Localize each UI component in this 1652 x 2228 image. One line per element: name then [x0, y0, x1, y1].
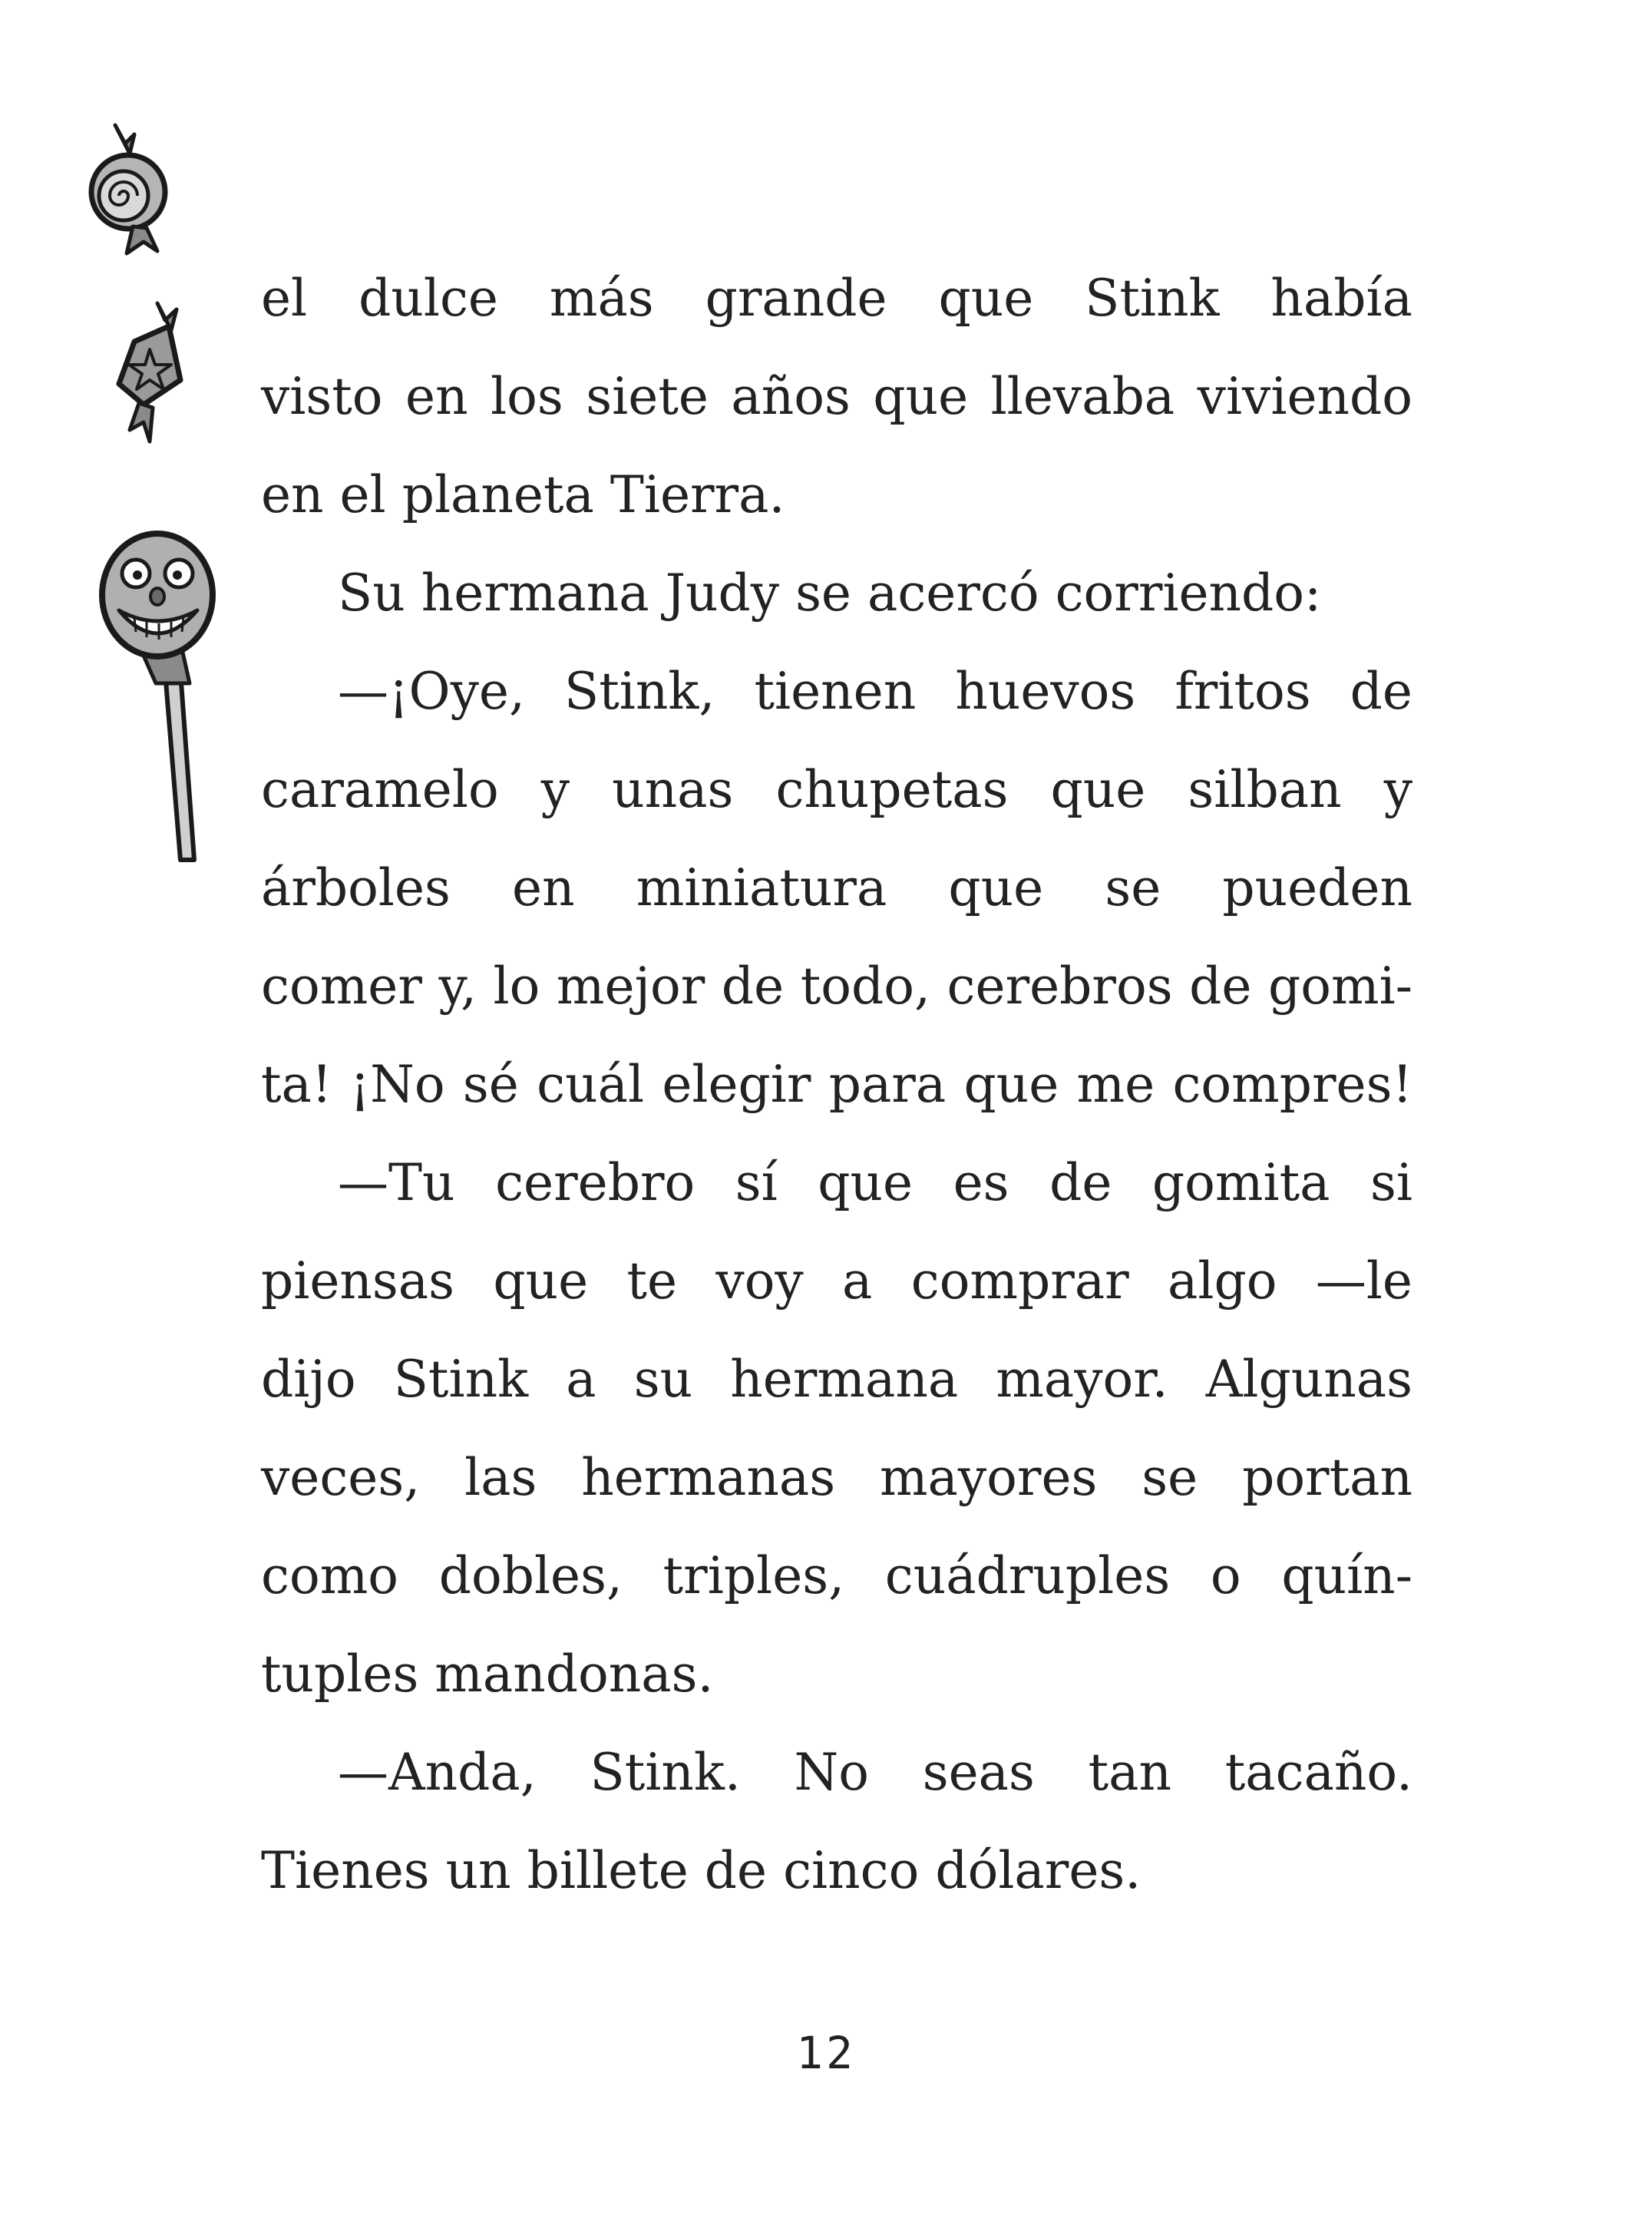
text-line: —Tu cerebro sí que es de gomita si: [338, 1153, 1412, 1212]
text-line: en el planeta Tierra.: [261, 465, 785, 524]
text-line: veces, las hermanas mayores se portan: [261, 1448, 1412, 1507]
text-line: —Anda, Stink. No seas tan tacaño.: [338, 1743, 1412, 1802]
story-text: [261, 250, 1412, 1920]
text-line: visto en los siete años que llevaba viviendo: [261, 367, 1412, 426]
text-line: —¡Oye, Stink, tienen huevos fritos de: [338, 662, 1412, 721]
swirl-candy-icon: [91, 125, 165, 253]
candy-illustration-column: [73, 119, 226, 879]
text-line: Su hermana Judy se acercó corriendo:: [338, 564, 1322, 623]
smiley-lollipop-icon: [102, 534, 213, 860]
star-candy-icon: [119, 303, 180, 441]
text-line: tuples mandonas.: [261, 1645, 714, 1704]
candy-illustration: [73, 119, 226, 879]
text-line: caramelo y unas chupetas que silban y: [261, 760, 1412, 819]
text-line: como dobles, triples, cuádruples o quín-: [261, 1546, 1412, 1605]
page-number: 12: [796, 2027, 856, 2079]
text-line: ta! ¡No sé cuál elegir para que me compres!: [261, 1055, 1412, 1114]
text-line: comer y, lo mejor de todo, cerebros de gomi-: [261, 957, 1412, 1016]
text-line: piensas que te voy a comprar algo —le: [261, 1251, 1412, 1311]
text-line: el dulce más grande que Stink había: [261, 269, 1412, 328]
text-line: dijo Stink a su hermana mayor. Algunas: [261, 1350, 1412, 1409]
text-line: Tienes un billete de cinco dólares.: [261, 1841, 1142, 1900]
text-line: árboles en miniatura que se pueden: [261, 858, 1412, 917]
